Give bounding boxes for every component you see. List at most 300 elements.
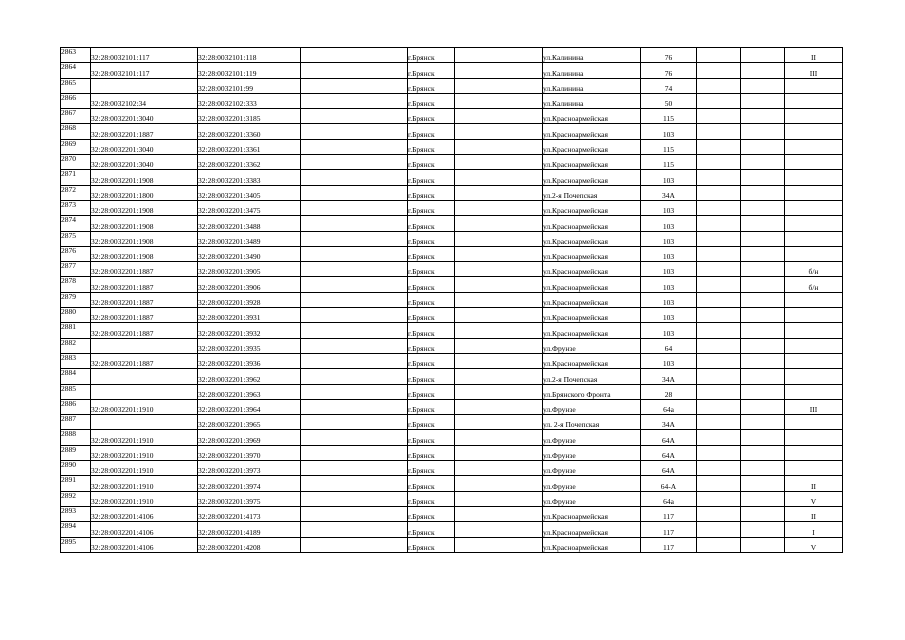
- empty-cell: [301, 277, 408, 292]
- row-number-cell: 2885: [61, 384, 91, 399]
- house-number-cell: 103: [641, 277, 697, 292]
- table-row: [61, 292, 843, 307]
- empty-cell: [455, 506, 543, 521]
- city-cell: г.Брянск: [408, 48, 455, 63]
- parent-cadastral-number-cell: 32:28:0032201:1800: [91, 185, 198, 200]
- empty-cell: [301, 48, 408, 63]
- street-cell: ул.Красноармейская: [543, 277, 641, 292]
- empty-cell: [455, 246, 543, 261]
- empty-cell: [697, 353, 741, 368]
- table-row: [61, 461, 843, 476]
- empty-cell: [455, 476, 543, 491]
- empty-cell: [455, 170, 543, 185]
- row-number-cell: 2891: [61, 476, 91, 491]
- cadastral-number-cell: 32:28:0032201:3963: [198, 384, 301, 399]
- cadastral-number-cell: 32:28:0032201:4208: [198, 537, 301, 552]
- row-number-cell: 2867: [61, 109, 91, 124]
- empty-cell: [741, 537, 785, 552]
- parent-cadastral-number-cell: 32:28:0032201:1887: [91, 124, 198, 139]
- premises-note-cell: [785, 292, 843, 307]
- street-cell: ул.Фрунзе: [543, 461, 641, 476]
- cadastral-number-cell: 32:28:0032201:3974: [198, 476, 301, 491]
- empty-cell: [455, 277, 543, 292]
- cadastral-number-cell: 32:28:0032201:3405: [198, 185, 301, 200]
- city-cell: г.Брянск: [408, 445, 455, 460]
- row-number-cell: 2865: [61, 78, 91, 93]
- parent-cadastral-number-cell: 32:28:0032201:1887: [91, 277, 198, 292]
- street-cell: ул.Красноармейская: [543, 139, 641, 154]
- street-cell: ул.Красноармейская: [543, 200, 641, 215]
- empty-cell: [455, 384, 543, 399]
- table-row: [61, 399, 843, 414]
- house-number-cell: 103: [641, 231, 697, 246]
- empty-cell: [697, 323, 741, 338]
- row-number-cell: 2864: [61, 63, 91, 78]
- empty-cell: [697, 124, 741, 139]
- house-number-cell: 64а: [641, 399, 697, 414]
- cadastral-number-cell: 32:28:0032102:333: [198, 93, 301, 108]
- empty-cell: [455, 48, 543, 63]
- empty-cell: [741, 93, 785, 108]
- cadastral-number-cell: 32:28:0032201:3488: [198, 216, 301, 231]
- parent-cadastral-number-cell: 32:28:0032201:1887: [91, 262, 198, 277]
- parent-cadastral-number-cell: 32:28:0032102:34: [91, 93, 198, 108]
- city-cell: г.Брянск: [408, 338, 455, 353]
- house-number-cell: 115: [641, 155, 697, 170]
- house-number-cell: 64А: [641, 430, 697, 445]
- house-number-cell: 117: [641, 506, 697, 521]
- city-cell: г.Брянск: [408, 216, 455, 231]
- premises-note-cell: [785, 246, 843, 261]
- parent-cadastral-number-cell: [91, 384, 198, 399]
- empty-cell: [301, 78, 408, 93]
- parent-cadastral-number-cell: 32:28:0032201:4106: [91, 506, 198, 521]
- parent-cadastral-number-cell: [91, 338, 198, 353]
- city-cell: г.Брянск: [408, 231, 455, 246]
- row-number-cell: 2894: [61, 522, 91, 537]
- cadastral-number-cell: 32:28:0032201:3489: [198, 231, 301, 246]
- registry-table-body: [61, 48, 843, 553]
- cadastral-number-cell: 32:28:0032201:3928: [198, 292, 301, 307]
- premises-note-cell: [785, 430, 843, 445]
- empty-cell: [455, 155, 543, 170]
- empty-cell: [741, 262, 785, 277]
- premises-note-cell: [785, 170, 843, 185]
- street-cell: ул.Красноармейская: [543, 170, 641, 185]
- empty-cell: [697, 231, 741, 246]
- parent-cadastral-number-cell: 32:28:0032201:1887: [91, 308, 198, 323]
- house-number-cell: 64-А: [641, 476, 697, 491]
- table-row: [61, 353, 843, 368]
- empty-cell: [301, 124, 408, 139]
- house-number-cell: 34А: [641, 415, 697, 430]
- premises-note-cell: [785, 308, 843, 323]
- empty-cell: [301, 353, 408, 368]
- table-row: [61, 139, 843, 154]
- empty-cell: [455, 308, 543, 323]
- table-row: [61, 430, 843, 445]
- empty-cell: [741, 384, 785, 399]
- table-row: [61, 491, 843, 506]
- empty-cell: [741, 506, 785, 521]
- house-number-cell: 103: [641, 353, 697, 368]
- empty-cell: [741, 200, 785, 215]
- empty-cell: [301, 63, 408, 78]
- city-cell: г.Брянск: [408, 93, 455, 108]
- table-row: [61, 63, 843, 78]
- cadastral-number-cell: 32:28:0032201:3906: [198, 277, 301, 292]
- row-number-cell: 2895: [61, 537, 91, 552]
- empty-cell: [741, 323, 785, 338]
- house-number-cell: 103: [641, 200, 697, 215]
- parent-cadastral-number-cell: 32:28:0032201:1908: [91, 170, 198, 185]
- street-cell: ул.Калинина: [543, 63, 641, 78]
- house-number-cell: 74: [641, 78, 697, 93]
- empty-cell: [455, 537, 543, 552]
- empty-cell: [301, 430, 408, 445]
- empty-cell: [455, 63, 543, 78]
- premises-note-cell: [785, 155, 843, 170]
- empty-cell: [455, 185, 543, 200]
- premises-note-cell: [785, 323, 843, 338]
- empty-cell: [697, 185, 741, 200]
- parent-cadastral-number-cell: 32:28:0032201:1910: [91, 461, 198, 476]
- city-cell: г.Брянск: [408, 246, 455, 261]
- empty-cell: [741, 109, 785, 124]
- street-cell: ул.Фрунзе: [543, 476, 641, 491]
- cadastral-number-cell: 32:28:0032201:3905: [198, 262, 301, 277]
- empty-cell: [697, 216, 741, 231]
- empty-cell: [455, 109, 543, 124]
- cadastral-number-cell: 32:28:0032201:3475: [198, 200, 301, 215]
- city-cell: г.Брянск: [408, 200, 455, 215]
- empty-cell: [741, 522, 785, 537]
- parent-cadastral-number-cell: 32:28:0032201:1910: [91, 476, 198, 491]
- house-number-cell: 28: [641, 384, 697, 399]
- empty-cell: [741, 491, 785, 506]
- empty-cell: [741, 231, 785, 246]
- premises-note-cell: [785, 93, 843, 108]
- parent-cadastral-number-cell: 32:28:0032201:1887: [91, 292, 198, 307]
- empty-cell: [301, 170, 408, 185]
- street-cell: ул.Красноармейская: [543, 522, 641, 537]
- street-cell: ул.Фрунзе: [543, 491, 641, 506]
- parent-cadastral-number-cell: 32:28:0032201:1908: [91, 216, 198, 231]
- street-cell: ул.Красноармейская: [543, 292, 641, 307]
- premises-note-cell: [785, 353, 843, 368]
- empty-cell: [697, 155, 741, 170]
- cadastral-number-cell: 32:28:0032201:3935: [198, 338, 301, 353]
- table-row: [61, 124, 843, 139]
- premises-note-cell: III: [785, 63, 843, 78]
- cadastral-number-cell: 32:28:0032201:3185: [198, 109, 301, 124]
- cadastral-number-cell: 32:28:0032201:3973: [198, 461, 301, 476]
- empty-cell: [741, 415, 785, 430]
- empty-cell: [741, 338, 785, 353]
- street-cell: ул. 2-я Почепская: [543, 415, 641, 430]
- premises-note-cell: V: [785, 491, 843, 506]
- premises-note-cell: [785, 231, 843, 246]
- table-row: [61, 48, 843, 63]
- street-cell: ул.Красноармейская: [543, 216, 641, 231]
- city-cell: г.Брянск: [408, 461, 455, 476]
- city-cell: г.Брянск: [408, 185, 455, 200]
- parent-cadastral-number-cell: 32:28:0032201:1908: [91, 246, 198, 261]
- city-cell: г.Брянск: [408, 522, 455, 537]
- premises-note-cell: [785, 200, 843, 215]
- empty-cell: [697, 170, 741, 185]
- empty-cell: [697, 78, 741, 93]
- empty-cell: [697, 338, 741, 353]
- parent-cadastral-number-cell: 32:28:0032201:4106: [91, 522, 198, 537]
- empty-cell: [301, 109, 408, 124]
- empty-cell: [455, 292, 543, 307]
- premises-note-cell: б/н: [785, 277, 843, 292]
- empty-cell: [301, 399, 408, 414]
- parent-cadastral-number-cell: 32:28:0032201:1908: [91, 200, 198, 215]
- parent-cadastral-number-cell: 32:28:0032201:1910: [91, 430, 198, 445]
- empty-cell: [455, 231, 543, 246]
- table-row: [61, 338, 843, 353]
- row-number-cell: 2869: [61, 139, 91, 154]
- street-cell: ул.Фрунзе: [543, 338, 641, 353]
- empty-cell: [455, 415, 543, 430]
- empty-cell: [455, 399, 543, 414]
- street-cell: ул.Брянского Фронта: [543, 384, 641, 399]
- cadastral-number-cell: 32:28:0032201:3969: [198, 430, 301, 445]
- table-row: [61, 216, 843, 231]
- street-cell: ул.Красноармейская: [543, 323, 641, 338]
- premises-note-cell: [785, 185, 843, 200]
- parent-cadastral-number-cell: 32:28:0032201:1910: [91, 491, 198, 506]
- street-cell: ул.Красноармейская: [543, 308, 641, 323]
- table-row: [61, 369, 843, 384]
- empty-cell: [455, 78, 543, 93]
- premises-note-cell: [785, 369, 843, 384]
- street-cell: ул.Красноармейская: [543, 109, 641, 124]
- row-number-cell: 2868: [61, 124, 91, 139]
- city-cell: г.Брянск: [408, 63, 455, 78]
- city-cell: г.Брянск: [408, 262, 455, 277]
- city-cell: г.Брянск: [408, 323, 455, 338]
- cadastral-number-cell: 32:28:0032201:4173: [198, 506, 301, 521]
- cadastral-number-cell: 32:28:0032101:118: [198, 48, 301, 63]
- empty-cell: [741, 277, 785, 292]
- cadastral-number-cell: 32:28:0032201:4189: [198, 522, 301, 537]
- table-row: [61, 445, 843, 460]
- row-number-cell: 2890: [61, 461, 91, 476]
- empty-cell: [301, 292, 408, 307]
- table-row: [61, 522, 843, 537]
- empty-cell: [697, 277, 741, 292]
- empty-cell: [301, 445, 408, 460]
- empty-cell: [697, 246, 741, 261]
- empty-cell: [741, 124, 785, 139]
- empty-cell: [301, 506, 408, 521]
- premises-note-cell: [785, 78, 843, 93]
- parent-cadastral-number-cell: [91, 78, 198, 93]
- empty-cell: [697, 48, 741, 63]
- parent-cadastral-number-cell: 32:28:0032201:1910: [91, 399, 198, 414]
- empty-cell: [741, 78, 785, 93]
- premises-note-cell: III: [785, 399, 843, 414]
- empty-cell: [301, 231, 408, 246]
- street-cell: ул.2-я Почепская: [543, 369, 641, 384]
- empty-cell: [697, 522, 741, 537]
- house-number-cell: 103: [641, 124, 697, 139]
- empty-cell: [455, 461, 543, 476]
- empty-cell: [741, 292, 785, 307]
- house-number-cell: 76: [641, 48, 697, 63]
- street-cell: ул.Красноармейская: [543, 231, 641, 246]
- city-cell: г.Брянск: [408, 124, 455, 139]
- row-number-cell: 2883: [61, 353, 91, 368]
- empty-cell: [301, 262, 408, 277]
- empty-cell: [741, 353, 785, 368]
- row-number-cell: 2871: [61, 170, 91, 185]
- premises-note-cell: [785, 109, 843, 124]
- street-cell: ул.Фрунзе: [543, 445, 641, 460]
- city-cell: г.Брянск: [408, 399, 455, 414]
- premises-note-cell: II: [785, 48, 843, 63]
- cadastral-number-cell: 32:28:0032201:3975: [198, 491, 301, 506]
- house-number-cell: 115: [641, 139, 697, 154]
- table-row: [61, 246, 843, 261]
- empty-cell: [301, 200, 408, 215]
- house-number-cell: 103: [641, 262, 697, 277]
- house-number-cell: 103: [641, 308, 697, 323]
- empty-cell: [741, 399, 785, 414]
- table-row: [61, 200, 843, 215]
- table-row: [61, 308, 843, 323]
- row-number-cell: 2873: [61, 200, 91, 215]
- cadastral-number-cell: 32:28:0032201:3932: [198, 323, 301, 338]
- city-cell: г.Брянск: [408, 109, 455, 124]
- city-cell: г.Брянск: [408, 491, 455, 506]
- city-cell: г.Брянск: [408, 292, 455, 307]
- street-cell: ул.Красноармейская: [543, 124, 641, 139]
- empty-cell: [455, 445, 543, 460]
- house-number-cell: 117: [641, 537, 697, 552]
- empty-cell: [301, 93, 408, 108]
- empty-cell: [301, 415, 408, 430]
- table-row: [61, 231, 843, 246]
- row-number-cell: 2874: [61, 216, 91, 231]
- empty-cell: [697, 430, 741, 445]
- city-cell: г.Брянск: [408, 430, 455, 445]
- city-cell: г.Брянск: [408, 277, 455, 292]
- cadastral-number-cell: 32:28:0032201:3490: [198, 246, 301, 261]
- empty-cell: [741, 48, 785, 63]
- row-number-cell: 2886: [61, 399, 91, 414]
- parent-cadastral-number-cell: 32:28:0032201:1910: [91, 445, 198, 460]
- registry-table: [60, 47, 843, 553]
- table-row: [61, 384, 843, 399]
- empty-cell: [455, 491, 543, 506]
- row-number-cell: 2880: [61, 308, 91, 323]
- street-cell: ул.Калинина: [543, 48, 641, 63]
- empty-cell: [697, 139, 741, 154]
- cadastral-number-cell: 32:28:0032201:3962: [198, 369, 301, 384]
- empty-cell: [741, 461, 785, 476]
- street-cell: ул.Красноармейская: [543, 246, 641, 261]
- house-number-cell: 76: [641, 63, 697, 78]
- empty-cell: [697, 200, 741, 215]
- premises-note-cell: II: [785, 506, 843, 521]
- table-row: [61, 415, 843, 430]
- row-number-cell: 2884: [61, 369, 91, 384]
- empty-cell: [741, 170, 785, 185]
- row-number-cell: 2875: [61, 231, 91, 246]
- parent-cadastral-number-cell: 32:28:0032201:3040: [91, 109, 198, 124]
- empty-cell: [455, 200, 543, 215]
- empty-cell: [455, 430, 543, 445]
- row-number-cell: 2881: [61, 323, 91, 338]
- table-row: [61, 277, 843, 292]
- empty-cell: [301, 308, 408, 323]
- cadastral-number-cell: 32:28:0032201:3964: [198, 399, 301, 414]
- table-row: [61, 506, 843, 521]
- city-cell: г.Брянск: [408, 78, 455, 93]
- empty-cell: [697, 491, 741, 506]
- premises-note-cell: [785, 338, 843, 353]
- street-cell: ул.Красноармейская: [543, 506, 641, 521]
- empty-cell: [455, 353, 543, 368]
- city-cell: г.Брянск: [408, 369, 455, 384]
- table-row: [61, 185, 843, 200]
- row-number-cell: 2887: [61, 415, 91, 430]
- house-number-cell: 64: [641, 338, 697, 353]
- empty-cell: [697, 93, 741, 108]
- parent-cadastral-number-cell: 32:28:0032201:3040: [91, 155, 198, 170]
- empty-cell: [697, 384, 741, 399]
- empty-cell: [455, 522, 543, 537]
- row-number-cell: 2882: [61, 338, 91, 353]
- parent-cadastral-number-cell: [91, 369, 198, 384]
- table-row: [61, 537, 843, 552]
- row-number-cell: 2892: [61, 491, 91, 506]
- row-number-cell: 2878: [61, 277, 91, 292]
- table-row: [61, 476, 843, 491]
- empty-cell: [741, 63, 785, 78]
- table-row: [61, 262, 843, 277]
- row-number-cell: 2889: [61, 445, 91, 460]
- empty-cell: [301, 155, 408, 170]
- table-row: [61, 323, 843, 338]
- empty-cell: [697, 63, 741, 78]
- house-number-cell: 103: [641, 292, 697, 307]
- empty-cell: [741, 155, 785, 170]
- empty-cell: [455, 323, 543, 338]
- cadastral-number-cell: 32:28:0032201:3361: [198, 139, 301, 154]
- parent-cadastral-number-cell: 32:28:0032201:1887: [91, 323, 198, 338]
- premises-note-cell: [785, 124, 843, 139]
- cadastral-number-cell: 32:28:0032201:3931: [198, 308, 301, 323]
- premises-note-cell: II: [785, 476, 843, 491]
- empty-cell: [301, 476, 408, 491]
- cadastral-number-cell: 32:28:0032201:3936: [198, 353, 301, 368]
- empty-cell: [455, 262, 543, 277]
- house-number-cell: 64а: [641, 491, 697, 506]
- empty-cell: [301, 537, 408, 552]
- empty-cell: [301, 369, 408, 384]
- empty-cell: [697, 308, 741, 323]
- row-number-cell: 2877: [61, 262, 91, 277]
- row-number-cell: 2893: [61, 506, 91, 521]
- row-number-cell: 2879: [61, 292, 91, 307]
- table-row: [61, 170, 843, 185]
- city-cell: г.Брянск: [408, 384, 455, 399]
